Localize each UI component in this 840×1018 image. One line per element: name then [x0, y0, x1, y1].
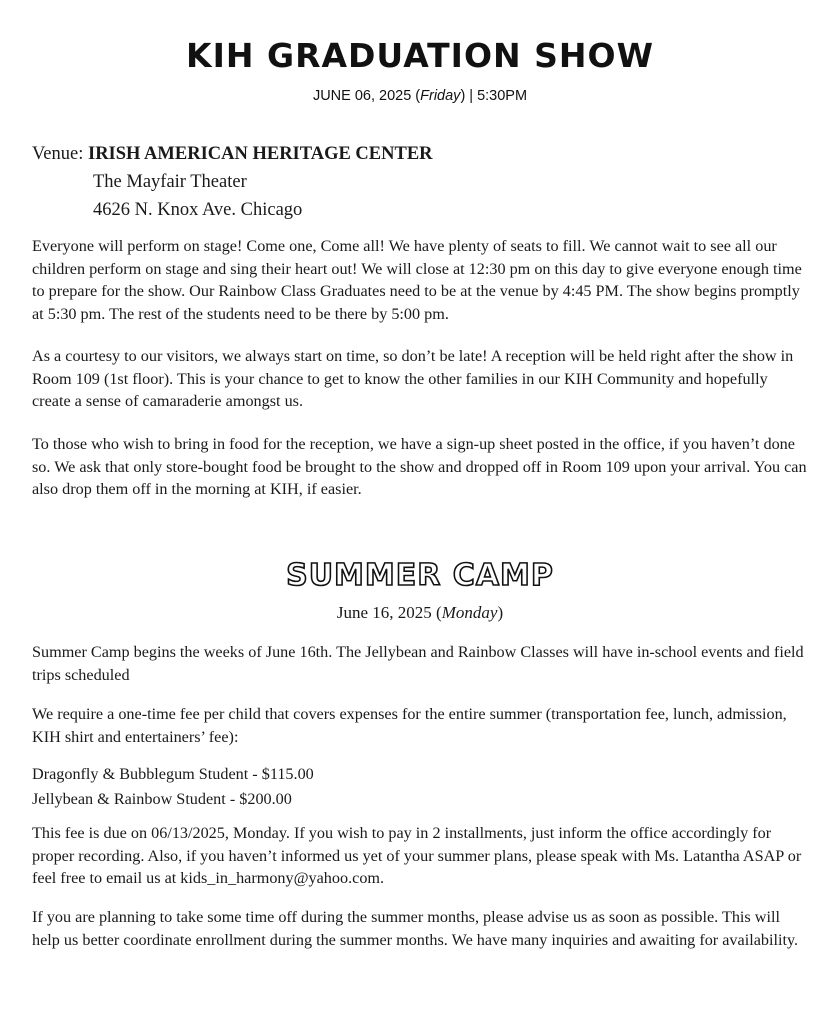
- summer-camp-date: [0, 603, 840, 623]
- summer-paragraph-2: We require a one-time fee per child that covers expenses for the entire summer (transportation fee, lunch, admission, KIH shirt and entertainers’ fee):: [32, 705, 787, 746]
- graduation-paragraph-1: Everyone will perform on stage! Come one, Come all! We have plenty of seats to fill. We cannot wait to see all our children perform on stage and sing their heart out! We will close at 12:30 pm on this day to give everyone enough time to prepare for the show. Our Rainbow Class Graduates need to be at the venue by 4:45 PM. The show begins promptly at 5:30 pm. The rest of the students need to be there by 5:00 pm.: [32, 237, 802, 323]
- summer-paragraph-3: This fee is due on 06/13/2025, Monday. If you wish to pay in 2 installments, just inform the office accordingly for proper recording. Also, if you haven’t informed us yet of your summer plans, please speak with Ms. Latantha ASAP or feel free to email us at kids_in_harmony@yahoo.com.: [32, 824, 802, 887]
- graduation-date: [0, 88, 840, 104]
- graduation-date-prefix: JUNE 06, 2025 (: [312, 88, 421, 104]
- venue-name: IRISH AMERICAN HERITAGE CENTER: [88, 144, 433, 164]
- summer-camp-title: SUMMER CAMP: [286, 558, 554, 593]
- graduation-day: Friday: [420, 88, 461, 104]
- fee-item-dragonfly: Dragonfly & Bubblegum Student - $115.00: [32, 765, 314, 783]
- fee-list: [32, 762, 314, 812]
- summer-camp-date-suffix: ): [497, 603, 504, 622]
- venue-line-1: [32, 140, 433, 168]
- graduation-paragraph-2: As a courtesy to our visitors, we always start on time, so don’t be late! A reception will be held right after the show in Room 109 (1st floor). This is your chance to get to know the other families in our KIH Community and hopefully create a sense of camaraderie amongst us.: [32, 347, 794, 410]
- graduation-paragraph-3: To those who wish to bring in food for the reception, we have a sign-up sheet posted in the office, if you haven’t done so. We ask that only store-bought food be brought to the show and dropped off in Room 109 upon your arrival. You can also drop them off in the morning at KIH, if easier.: [32, 435, 807, 498]
- venue-line-3: 4626 N. Knox Ave. Chicago: [93, 200, 303, 220]
- graduation-title: KIH GRADUATION SHOW: [186, 36, 654, 75]
- summer-camp-date-prefix: June 16, 2025 (: [336, 603, 442, 622]
- summer-camp-day: Monday: [441, 603, 498, 622]
- venue-line-2: The Mayfair Theater: [93, 172, 247, 192]
- venue-block: [32, 140, 433, 224]
- venue-label: Venue:: [32, 144, 88, 164]
- graduation-date-suffix: ) | 5:30PM: [460, 88, 528, 104]
- summer-paragraph-1: Summer Camp begins the weeks of June 16th. The Jellybean and Rainbow Classes will have in-school events and field trips scheduled: [32, 643, 804, 684]
- summer-paragraph-4: If you are planning to take some time off during the summer months, please advise us as soon as possible. This will help us better coordinate enrollment during the summer months. We have many inquiries and awaiting for availability.: [32, 908, 799, 949]
- fee-item-jellybean: Jellybean & Rainbow Student - $200.00: [32, 790, 292, 808]
